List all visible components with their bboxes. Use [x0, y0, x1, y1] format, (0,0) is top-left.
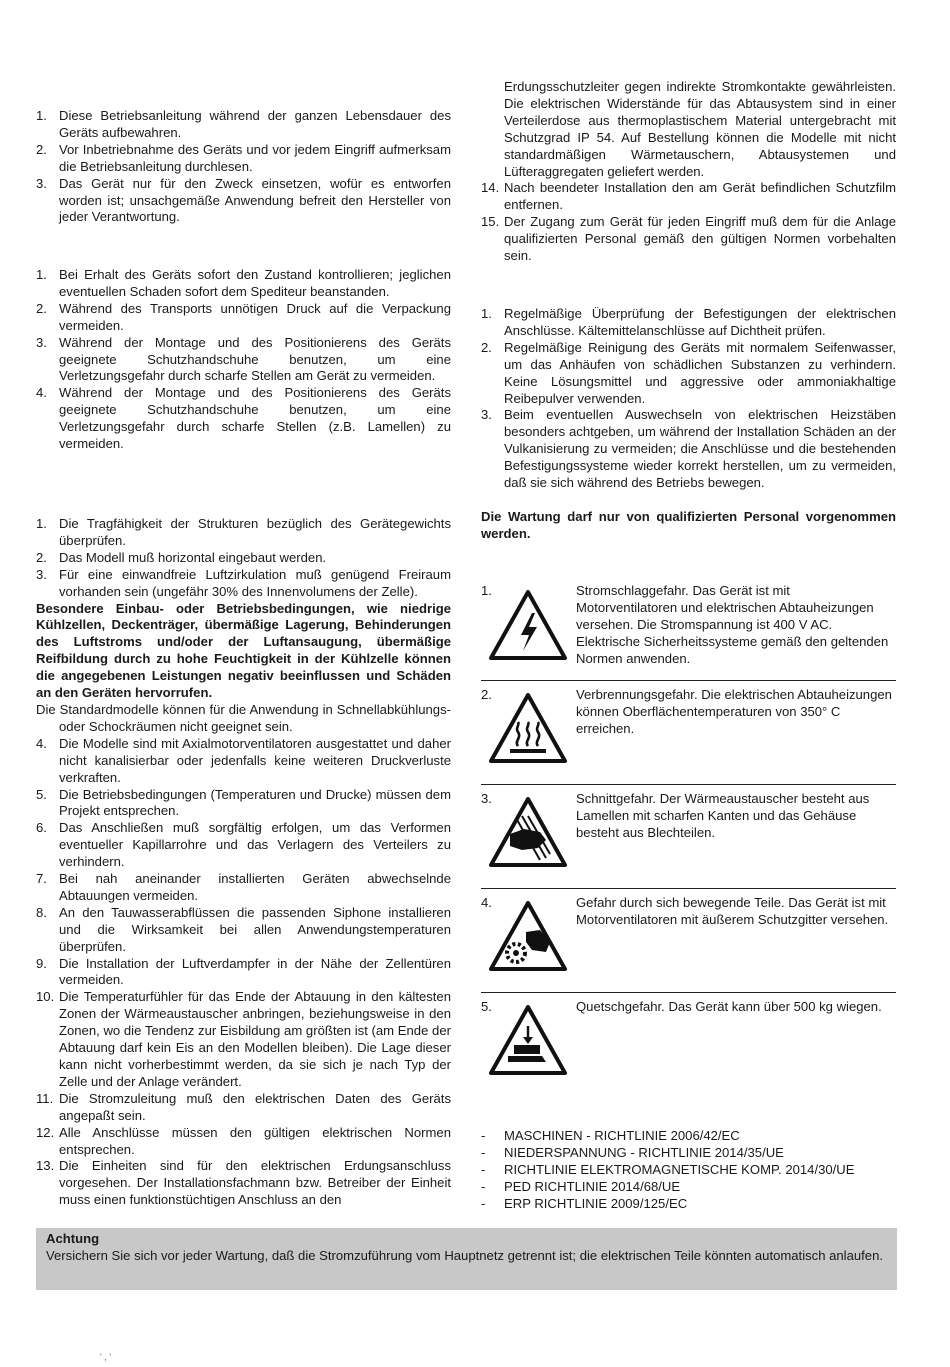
electric-shock-icon: [488, 589, 568, 661]
hazard-row: [481, 999, 896, 1079]
hazard-text: Quetschgefahr. Das Gerät kann über 500 kg wiegen.: [576, 999, 882, 1014]
list-item: 3. Das Gerät nur für den Zweck einsetzen, wofür es entworfen worden ist; unsachgemäße Anwendung befreit den Hersteller von jeder Verantwortung.: [36, 175, 451, 225]
list-item: 1. Bei Erhalt des Geräts sofort den Zustand kontrollieren; jeglichen eventuellen Schaden sofort dem Spediteur beanstanden.: [36, 267, 451, 299]
list-item: 7. Bei nah aneinander installierten Geräten abwechselnde Abtauungen vermeiden.: [36, 871, 451, 903]
list-item: 14. Nach beendeter Installation den am Gerät befindlichen Schutzfilm entfernen.: [481, 180, 896, 213]
hazard-row: [481, 791, 896, 889]
hot-surface-icon: [488, 692, 568, 764]
hazard-row: [481, 583, 896, 681]
list-item: 1. Diese Betriebsanleitung während der ganzen Lebensdauer des Geräts aufbewahren.: [36, 108, 451, 140]
list-item: 2. Während des Transports unnötigen Druck auf die Verpackung vermeiden.: [36, 300, 451, 333]
list-item: - RICHTLINIE ELEKTROMAGNETISCHE KOMP. 2014/30/UE: [481, 1161, 855, 1177]
standard-models-note: Die Standardmodelle können für die Anwendung in Schnellabkühlungs- oder Schockräumen nicht geeignet sein.: [36, 701, 451, 734]
cut-hazard-icon: [488, 796, 568, 868]
item-13-continuation: Erdungsschutzleiter gegen indirekte Stromkontakte gewährleisten. Die elektrischen Widerstände für das Abtausystem sind in einer Verteilerdose aus thermoplastischem Material untergebracht mit Schutzgrad IP 54. Auf Bestellung können die Modelle mit nicht standardmäßigen Wärmetauschern, Abtausystemen und Lüfteraggregaten geliefert werden.: [504, 79, 896, 179]
list-item: 6. Das Anschließen muß sorgfältig erfolgen, um das Verformen eventueller Kapillarrohre und das Verlagern des Verteilers zu verhindern.: [36, 820, 451, 870]
list-item: 11. Die Stromzuleitung muß den elektrischen Daten des Geräts angepaßt sein.: [36, 1090, 451, 1123]
hazard-text: Verbrennungsgefahr. Die elektrischen Abtauheizungen können Oberflächentemperaturen von 350° C erreichen.: [576, 687, 892, 736]
list-item: 15. Der Zugang zum Gerät für jeden Eingriff muß dem für die Anlage qualifizierten Personal gemäß den gültigen Normen vorbehalten sein.: [481, 214, 896, 264]
hazard-text: Schnittgefahr. Der Wärmeaustauscher besteht aus Lamellen mit scharfen Kanten und das Gehäuse besteht aus Blechteilen.: [576, 791, 870, 840]
installation-list: [36, 516, 451, 1209]
hazard-number: 3.: [481, 791, 492, 806]
hazard-row: [481, 895, 896, 993]
hazard-number: 4.: [481, 895, 492, 910]
special-conditions-note: Besondere Einbau- oder Betriebsbedingungen, wie niedrige Kühlzellen, Deckenträger, übermäßige Lagerung, Behinderungen des Luftstroms und/oder der Luftansaugung, übermäßige Reifbildung durch zu hohe Feuchtigkeit in der Kühlzelle können die angegebenen Leistungen negativ beeinflussen und Schäden an den Geräten hervorrufen.: [36, 600, 451, 701]
list-item: - MASCHINEN - RICHTLINIE 2006/42/EC: [481, 1128, 740, 1143]
warning-box: [36, 1228, 897, 1290]
list-item: 5. Die Betriebsbedingungen (Temperaturen und Drucke) müssen dem Projekt entsprechen.: [36, 786, 451, 819]
hazard-number: 1.: [481, 583, 492, 598]
list-item: 2. Das Modell muß horizontal eingebaut werden.: [36, 549, 327, 565]
list-item: 9. Die Installation der Luftverdampfer in der Nähe der Zellentüren vermeiden.: [36, 955, 451, 988]
transport-list: [36, 267, 451, 453]
list-item: 1. Die Tragfähigkeit der Strukturen bezüglich des Gerätegewichts überprüfen.: [36, 516, 451, 548]
hazard-text: Gefahr durch sich bewegende Teile. Das Gerät ist mit Motorventilatoren mit äußerem Schutzgitter versehen.: [576, 895, 889, 927]
moving-parts-icon: [488, 900, 568, 972]
list-item: - ERP RICHTLINIE 2009/125/EC: [481, 1195, 688, 1211]
list-item: 2. Vor Inbetriebnahme des Geräts und vor jedem Eingriff aufmerksam die Betriebsanleitung durchlesen.: [36, 141, 451, 174]
list-item: 2. Regelmäßige Reinigung des Geräts mit normalem Seifenwasser, um das Anhäufen von schädlichen Substanzen zu verhindern. Keine Lösungsmittel und aggressive oder ammoniakhaltige Reibepulver verwenden.: [481, 339, 896, 406]
list-item: 3. Während der Montage und des Positionierens des Geräts geeignete Schutzhandschuhe benutzen, um eine Verletzungsgefahr durch scharfe Stellen am Gerät zu vermeiden.: [36, 334, 451, 384]
list-item: - NIEDERSPANNUNG - RICHTLINIE 2014/35/UE: [481, 1144, 784, 1160]
warning-text: Versichern Sie sich vor jeder Wartung, daß die Stromzuführung vom Hauptnetz getrennt ist; die elektrischen Teile könnten automatisch anlaufen.: [46, 1247, 883, 1263]
hazard-number: 5.: [481, 999, 492, 1014]
list-item: 1. Regelmäßige Überprüfung der Befestigungen der elektrischen Anschlüsse. Kältemittelanschlüsse auf Dichtheit prüfen.: [481, 306, 896, 338]
warning-title: Achtung: [46, 1231, 100, 1246]
maintenance-list: [481, 306, 896, 492]
list-item: 3. Für eine einwandfreie Luftzirkulation muß genügend Freiraum vorhanden sein (ungefähr 30% des Innenvolumens der Zelle).: [36, 566, 451, 599]
list-item: - PED RICHTLINIE 2014/68/UE: [481, 1178, 681, 1194]
list-item: 4. Die Modelle sind mit Axialmotorventilatoren ausgestattet und daher nicht kanalisierbar oder jedenfalls keine weiteren Druckverluste verkraften.: [36, 735, 451, 785]
hazard-number: 2.: [481, 687, 492, 702]
list-item: 4. Während der Montage und des Positionierens des Geräts geeignete Schutzhandschuhe benutzen, um eine Verletzungsgefahr durch scharfe Stellen (z.B. Lamellen) zu vermeiden.: [36, 385, 451, 452]
installation-list-continued: [481, 79, 896, 265]
footer-mark: ' , ': [100, 1352, 111, 1362]
list-item: 12. Alle Anschlüsse müssen den gültigen elektrischen Normen entsprechen.: [36, 1124, 451, 1157]
list-item: 10. Die Temperaturfühler für das Ende der Abtauung in den kältesten Zonen der Wärmeaustauscher anbringen, beziehungsweise in den Zonen, wo die Tendenz zur Eisbildung am größten ist (am Ende der Abtauung darf kein Eis an den Modellen bleiben). Die Lage dieser kann nicht vorherbestimmt werden, da sie sich je nach Typ der Zelle und der Anlage verändert.: [36, 989, 451, 1089]
installation-notes-list: [36, 108, 451, 226]
crush-hazard-icon: [488, 1004, 568, 1076]
list-item: 3. Beim eventuellen Auswechseln von elektrischen Heizstäben besonders achtgeben, um während der Installation Schäden an der Vulkanisierung zu vermeiden; die Anschlüsse und die bestehenden Befestigungssysteme wieder korrekt herstellen, um zu vermeiden, daß sie sich während des Betriebs bewegen.: [481, 407, 896, 491]
hazard-text: Stromschlaggefahr. Das Gerät ist mit Motorventilatoren und elektrischen Abtauheizungen versehen. Die Stromspannung ist 400 V AC. Elektrische Sicherheitssysteme gemäß den geltenden Normen anwenden.: [576, 583, 889, 666]
list-item: 13. Die Einheiten sind für den elektrischen Erdungsanschluss vorgesehen. Der Installationsfachmann bzw. Betreiber der Einheit muss einen funktionstüchtigen Anschluss an den: [36, 1158, 451, 1208]
hazard-row: [481, 687, 896, 785]
list-item: 8. An den Tauwasserabflüssen die passenden Siphone installieren und die Wirksamkeit bei allen Anwendungstemperaturen überprüfen.: [36, 904, 451, 954]
maintenance-note: Die Wartung darf nur von qualifizierten Personal vorgenommen werden.: [481, 509, 896, 541]
directives-list: [481, 1128, 896, 1213]
